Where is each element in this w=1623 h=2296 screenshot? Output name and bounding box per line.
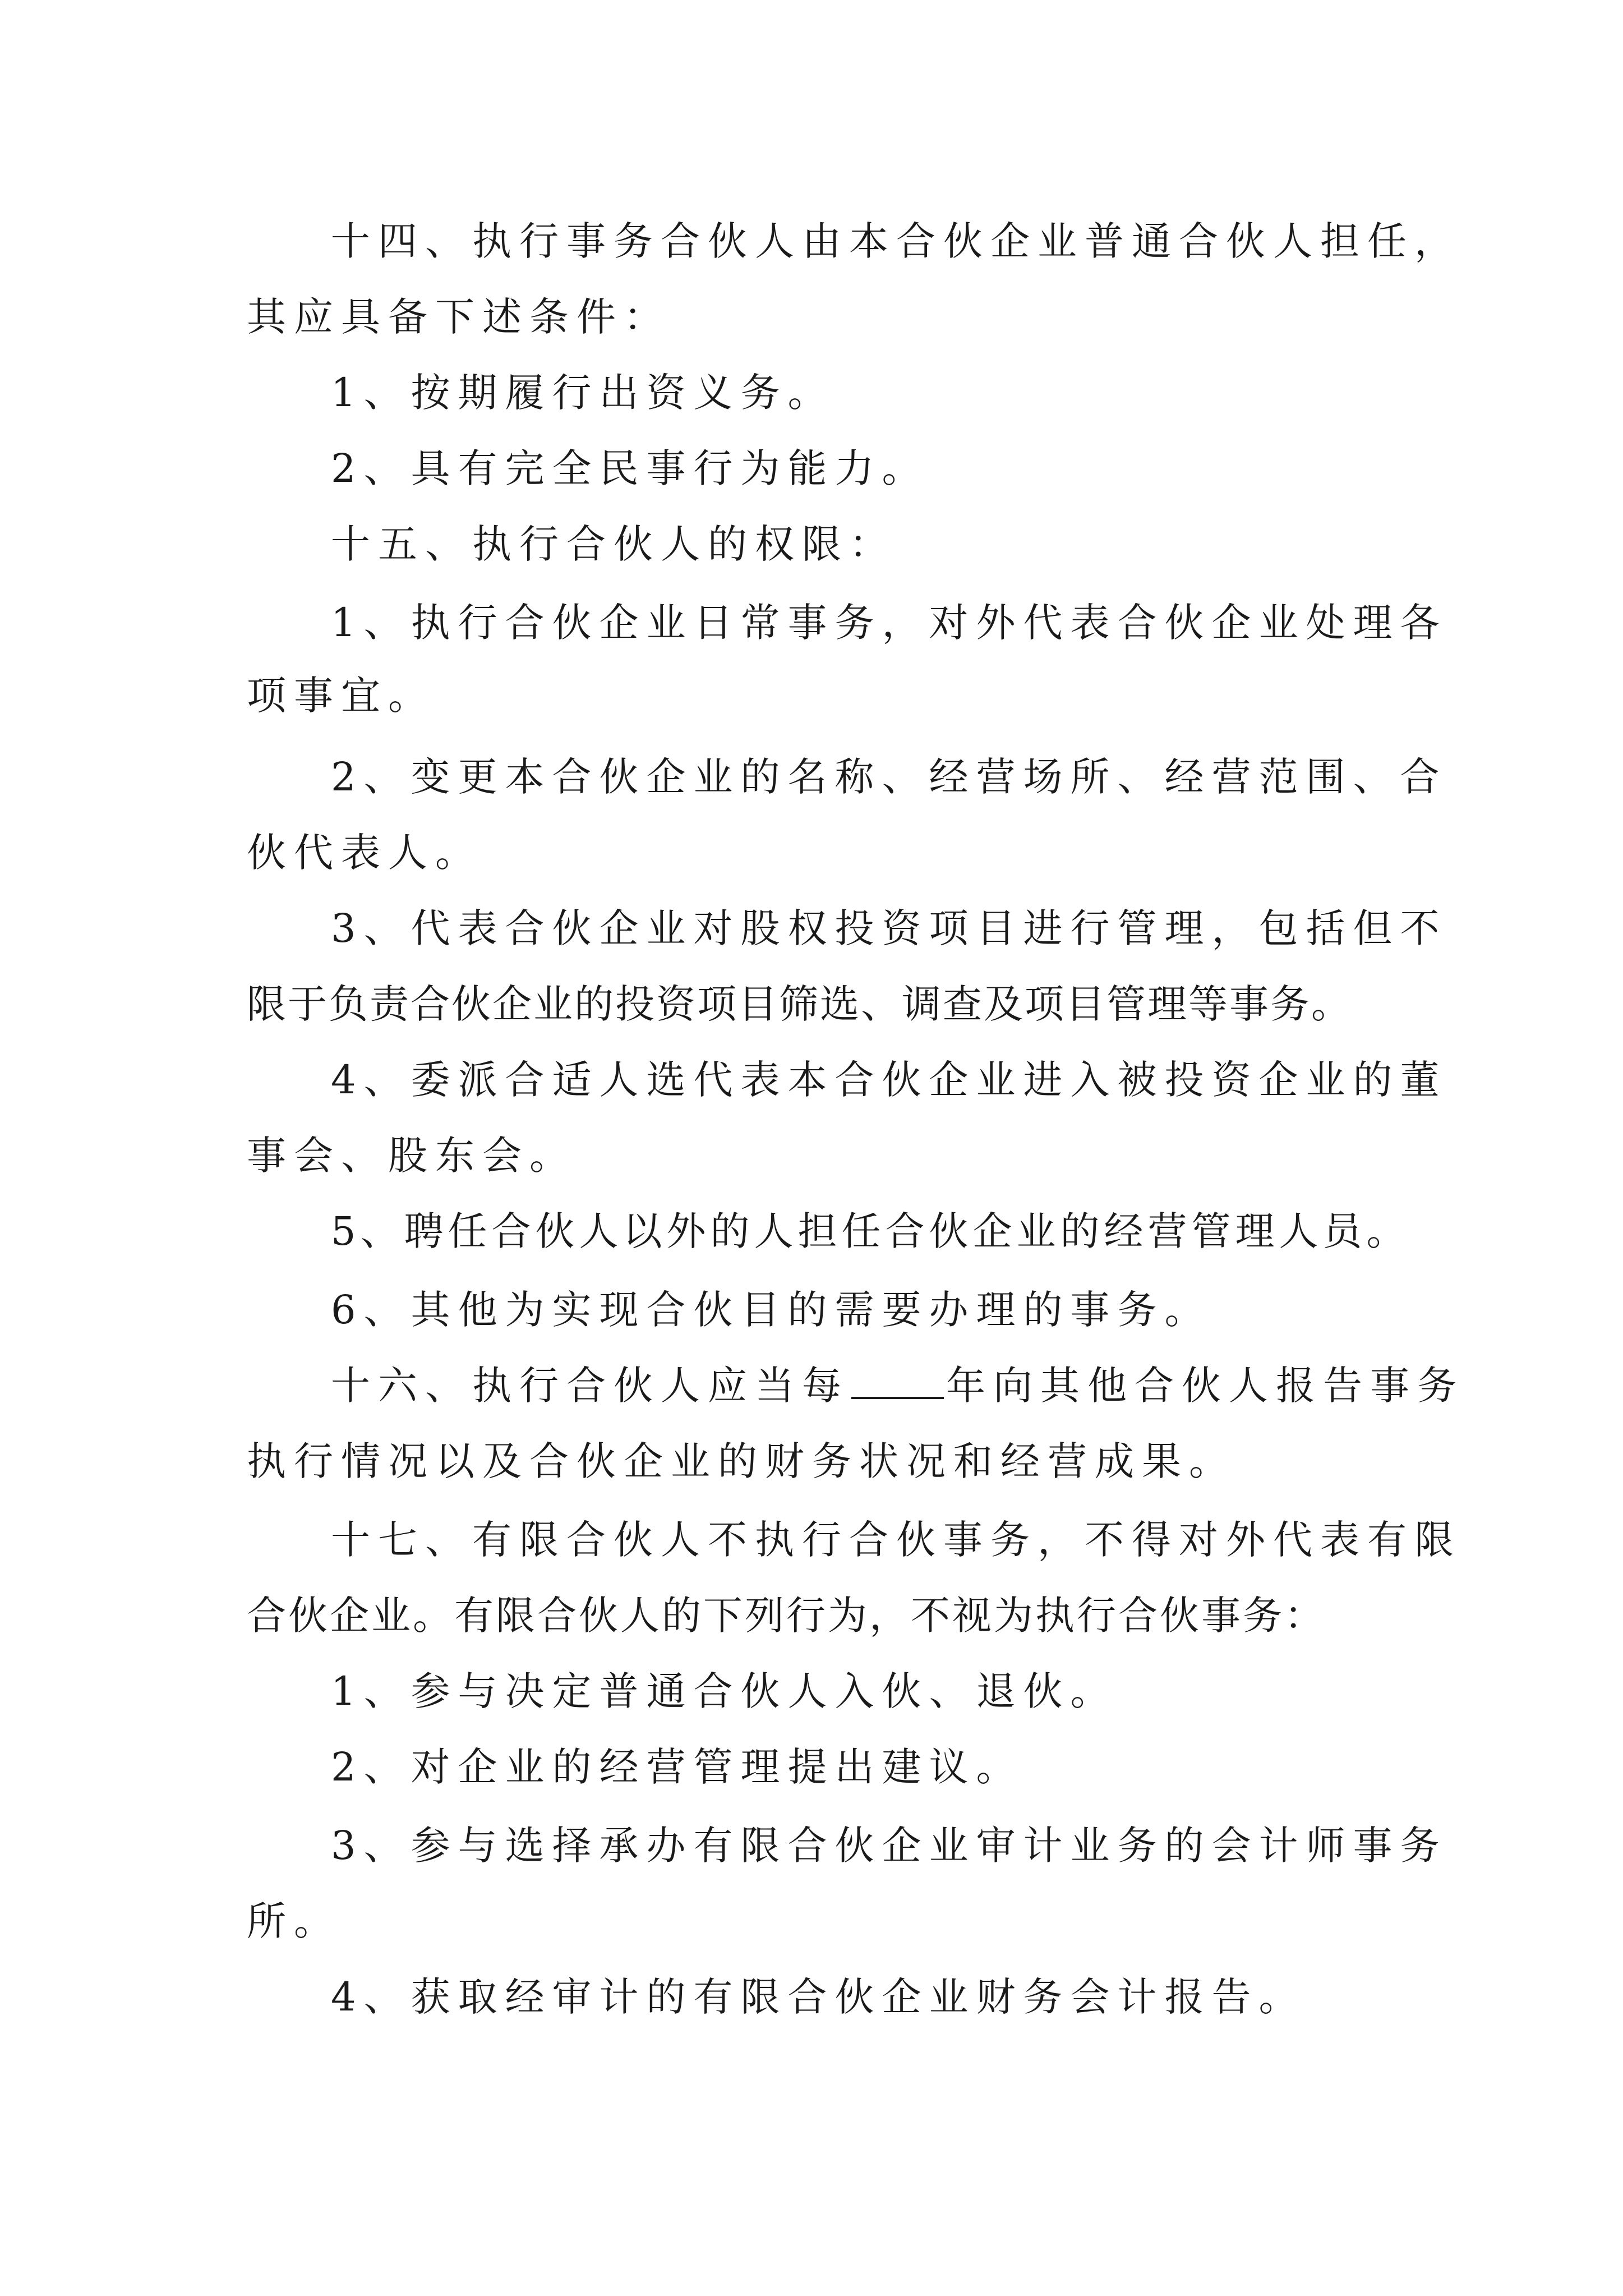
clause-17-item-3-line-1: 3、参与选择承办有限合伙企业审计业务的会计师事务 [331, 1823, 1447, 1869]
clause-15-item-1-line-2: 项事宜。 [247, 673, 435, 719]
clause-16-line-2: 执行情况以及合伙企业的财务状况和经营成果。 [247, 1438, 1236, 1484]
clause-17-line-1: 十七、有限合伙人不执行合伙事务，不得对外代表有限 [331, 1517, 1461, 1563]
clause-17-item-4: 4、获取经审计的有限合伙企业财务会计报告。 [331, 1974, 1306, 2020]
clause-16-text-before-blank: 十六、执行合伙人应当每 [331, 1363, 849, 1409]
clause-15-item-2-line-1: 2、变更本合伙企业的名称、经营场所、经营范围、合 [331, 754, 1447, 800]
clause-14-line-2: 其应具备下述条件： [247, 294, 671, 340]
clause-16-line-1 [331, 1360, 1464, 1411]
clause-17-item-1: 1、参与决定普通合伙人入伙、退伙。 [331, 1668, 1118, 1714]
clause-15-item-5: 5、聘任合伙人以外的人担任合伙企业的经营管理人员。 [331, 1208, 1410, 1254]
clause-15-heading: 十五、执行合伙人的权限： [331, 521, 896, 567]
clause-15-item-4-line-2: 事会、股东会。 [247, 1133, 577, 1179]
clause-15-item-6: 6、其他为实现合伙目的需要办理的事务。 [331, 1287, 1212, 1333]
clause-17-item-2: 2、对企业的经营管理提出建议。 [331, 1744, 1023, 1790]
clause-17-line-2: 合伙企业。有限合伙人的下列行为，不视为执行合伙事务： [247, 1593, 1326, 1639]
clause-15-item-1-line-1: 1、执行合伙企业日常事务，对外代表合伙企业处理各 [331, 600, 1447, 646]
clause-14-item-1: 1、按期履行出资义务。 [331, 370, 835, 416]
clause-16-text-after-blank: 年向其他合伙人报告事务 [946, 1363, 1464, 1409]
clause-17-item-3-line-2: 所。 [247, 1898, 341, 1944]
clause-15-item-3-line-1: 3、代表合伙企业对股权投资项目进行管理，包括但不 [331, 905, 1447, 951]
clause-14-item-2: 2、具有完全民事行为能力。 [331, 445, 929, 491]
fill-in-blank [851, 1362, 944, 1399]
clause-14-line-1: 十四、执行事务合伙人由本合伙企业普通合伙人担任， [331, 218, 1461, 264]
clause-15-item-2-line-2: 伙代表人。 [247, 830, 482, 876]
clause-15-item-4-line-1: 4、委派合适人选代表本合伙企业进入被投资企业的董 [331, 1057, 1447, 1103]
clause-15-item-3-line-2: 限于负责合伙企业的投资项目筛选、调查及项目管理等事务。 [247, 981, 1352, 1027]
